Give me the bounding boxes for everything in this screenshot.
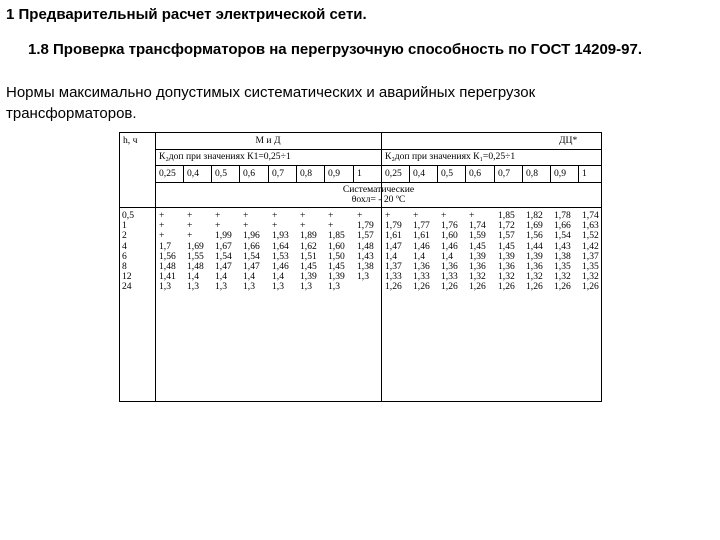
cooling-temperature-label: θохл= - 20 ºС xyxy=(351,194,406,205)
h-value-cell: 24 xyxy=(122,281,132,293)
k2-value-cell: 1,54 xyxy=(554,230,571,242)
k2-value-cell: 1,44 xyxy=(526,240,543,252)
k1-value-cell: 0,25 xyxy=(385,168,402,179)
k2-value-cell xyxy=(357,282,374,292)
k2-value-cell: 1,3 xyxy=(159,281,171,293)
k2-value-cell: 1,38 xyxy=(554,250,571,262)
k2-value-cell: 1,4 xyxy=(215,271,227,283)
k2-value-column xyxy=(243,211,260,293)
k2-value-cell: 1,43 xyxy=(357,250,374,262)
k2-value-cell: + xyxy=(187,210,193,221)
k1-value-cell: 1 xyxy=(582,168,587,179)
k2-value-cell: 1,36 xyxy=(413,261,430,273)
k2-sub-header-dc: К₂доп при значениях К₁=0,25÷1 xyxy=(385,151,516,162)
k2-value-cell: 1,52 xyxy=(582,230,599,242)
k2-value-cell: 1,32 xyxy=(554,271,571,283)
k2-value-cell: 1,4 xyxy=(243,271,255,283)
k2-value-cell: 1,67 xyxy=(215,240,232,252)
k2-value-cell: 1,72 xyxy=(498,220,515,232)
h-value-cell: 1 xyxy=(122,220,127,232)
h-value-cell: 4 xyxy=(122,240,127,252)
k1-value-cell: 0,7 xyxy=(272,168,284,179)
description-paragraph: Нормы максимально допустимых систематических и аварийных перегрузок трансформаторов. xyxy=(6,84,536,122)
k2-value-cell: 1,39 xyxy=(526,250,543,262)
k2-value-cell: + xyxy=(243,210,249,221)
k2-value-cell: 1,69 xyxy=(187,240,204,252)
overload-table xyxy=(119,132,602,402)
k2-value-cell: 1,55 xyxy=(187,250,204,262)
k2-value-cell: + xyxy=(441,210,447,221)
k2-value-column xyxy=(328,211,345,293)
k1-value-cell: 0,9 xyxy=(554,168,566,179)
k2-value-cell: 1,26 xyxy=(554,281,571,293)
k2-value-cell: 1,46 xyxy=(413,240,430,252)
k2-value-cell: + xyxy=(215,210,221,221)
k2-value-cell: 1,77 xyxy=(413,220,430,232)
k2-value-column xyxy=(215,211,232,293)
k2-value-cell: 1,3 xyxy=(328,281,340,293)
k2-value-cell: + xyxy=(159,210,165,221)
k1-value-cell: 0,5 xyxy=(441,168,453,179)
k2-value-cell: 1,46 xyxy=(272,261,289,273)
k2-value-cell: 1,47 xyxy=(243,261,260,273)
k2-value-cell: 1,82 xyxy=(526,210,543,221)
k2-value-cell: 1,7 xyxy=(159,240,171,252)
k2-value-cell: 1,57 xyxy=(357,230,374,242)
k2-value-cell: 1,38 xyxy=(357,261,374,273)
k2-value-cell: 1,35 xyxy=(554,261,571,273)
k2-value-cell: 1,57 xyxy=(498,230,515,242)
k2-value-cell: 1,47 xyxy=(215,261,232,273)
k2-value-column xyxy=(300,211,317,293)
k2-value-cell: + xyxy=(243,220,249,232)
k2-value-cell: 1,48 xyxy=(357,240,374,252)
k2-value-cell: 1,79 xyxy=(357,220,374,232)
k2-value-cell: 1,93 xyxy=(272,230,289,242)
k2-value-cell: + xyxy=(187,220,193,232)
section-label-systematic: Систематические xyxy=(342,184,415,195)
k2-value-cell: 1,26 xyxy=(582,281,599,293)
k2-value-cell: 1,56 xyxy=(526,230,543,242)
k2-value-cell: + xyxy=(413,210,419,221)
k2-value-column xyxy=(554,211,571,293)
k2-value-cell: 1,4 xyxy=(413,250,425,262)
k2-value-cell: 1,32 xyxy=(498,271,515,283)
k1-value-cell: 0,5 xyxy=(215,168,227,179)
k2-value-cell: + xyxy=(328,210,334,221)
k2-value-cell: 1,4 xyxy=(272,271,284,283)
k2-value-cell: 1,66 xyxy=(554,220,571,232)
h-value-cell: 2 xyxy=(122,230,127,242)
k2-value-cell: 1,4 xyxy=(441,250,453,262)
k1-value-cell: 0,8 xyxy=(300,168,312,179)
k2-value-cell: 1,36 xyxy=(441,261,458,273)
k2-value-column xyxy=(159,211,176,293)
k2-value-cell: 1,37 xyxy=(385,261,402,273)
k2-value-cell: 1,26 xyxy=(469,281,486,293)
k2-value-cell: 1,48 xyxy=(187,261,204,273)
subsection-heading: 1.8 Проверка трансформаторов на перегрузочную способность по ГОСТ 14209-97. xyxy=(28,41,642,58)
k2-value-cell: + xyxy=(272,210,278,221)
k1-value-cell: 0,25 xyxy=(159,168,176,179)
k2-value-cell: 1,4 xyxy=(385,250,397,262)
k2-value-cell: 1,45 xyxy=(469,240,486,252)
k2-value-cell: 1,32 xyxy=(526,271,543,283)
k2-value-cell: + xyxy=(159,220,165,232)
h-value-cell: 0,5 xyxy=(122,210,134,221)
k2-value-cell: 1,56 xyxy=(159,250,176,262)
k1-value-cell: 0,9 xyxy=(328,168,340,179)
k2-value-cell: 1,76 xyxy=(441,220,458,232)
k2-value-cell: 1,66 xyxy=(243,240,260,252)
k2-value-cell: 1,50 xyxy=(328,250,345,262)
k2-value-cell: 1,33 xyxy=(385,271,402,283)
section-heading: 1 Предварительный расчет электрической сети. xyxy=(6,6,367,23)
k2-value-cell: + xyxy=(469,210,475,221)
k2-value-cell: 1,43 xyxy=(554,240,571,252)
k2-value-cell: 1,74 xyxy=(469,220,486,232)
k2-value-cell: 1,53 xyxy=(272,250,289,262)
k2-value-cell: 1,60 xyxy=(441,230,458,242)
k1-value-cell: 0,6 xyxy=(469,168,481,179)
group-header-dc: ДЦ* xyxy=(559,135,578,146)
k2-value-cell: 1,54 xyxy=(243,250,260,262)
k2-value-cell: 1,74 xyxy=(582,210,599,221)
k2-value-cell: 1,33 xyxy=(441,271,458,283)
k2-value-cell: 1,3 xyxy=(272,281,284,293)
k2-value-cell: 1,64 xyxy=(272,240,289,252)
k2-value-column xyxy=(385,211,402,293)
k2-value-column xyxy=(272,211,289,293)
k2-value-cell: 1,36 xyxy=(498,261,515,273)
k2-value-cell: 1,69 xyxy=(526,220,543,232)
k2-value-cell: 1,39 xyxy=(328,271,345,283)
k2-value-cell: 1,45 xyxy=(498,240,515,252)
k2-value-cell: 1,63 xyxy=(582,220,599,232)
k2-value-cell: + xyxy=(159,230,165,242)
k1-value-cell: 0,4 xyxy=(187,168,199,179)
k2-value-cell: + xyxy=(328,220,334,232)
k2-value-cell: 1,78 xyxy=(554,210,571,221)
k2-value-column xyxy=(526,211,543,293)
k2-value-cell: 1,42 xyxy=(582,240,599,252)
k2-value-column xyxy=(413,211,430,293)
k2-value-cell: 1,61 xyxy=(385,230,402,242)
k2-value-cell: 1,3 xyxy=(215,281,227,293)
k2-value-cell: 1,3 xyxy=(187,281,199,293)
k2-value-cell: 1,89 xyxy=(300,230,317,242)
k2-value-column xyxy=(582,211,599,293)
k2-value-cell: 1,26 xyxy=(498,281,515,293)
k1-value-cell: 1 xyxy=(357,168,362,179)
k2-value-cell: 1,45 xyxy=(328,261,345,273)
h-values-column xyxy=(122,211,134,293)
k2-value-cell: 1,45 xyxy=(300,261,317,273)
k2-value-cell: + xyxy=(357,210,363,221)
k2-value-cell: 1,32 xyxy=(582,271,599,283)
k2-value-cell: 1,79 xyxy=(385,220,402,232)
k2-value-column xyxy=(187,211,204,293)
k2-value-cell: 1,39 xyxy=(469,250,486,262)
k2-value-cell: 1,4 xyxy=(187,271,199,283)
k2-value-cell: 1,99 xyxy=(215,230,232,242)
k2-value-cell: 1,32 xyxy=(469,271,486,283)
k2-value-cell: 1,37 xyxy=(582,250,599,262)
k1-value-cell: 0,8 xyxy=(526,168,538,179)
corner-header: h, ч xyxy=(123,135,138,146)
k2-value-cell: 1,36 xyxy=(469,261,486,273)
k1-value-cell: 0,4 xyxy=(413,168,425,179)
k2-value-cell: 1,36 xyxy=(526,261,543,273)
k1-value-cell: 0,7 xyxy=(498,168,510,179)
k2-value-cell: 1,62 xyxy=(300,240,317,252)
k2-value-cell: + xyxy=(272,220,278,232)
k2-value-cell: 1,26 xyxy=(441,281,458,293)
k2-value-cell: 1,85 xyxy=(498,210,515,221)
k2-value-cell: 1,3 xyxy=(243,281,255,293)
k2-sub-header-md: К₂доп при значениях К1=0,25÷1 xyxy=(159,151,291,162)
k2-value-cell: 1,47 xyxy=(385,240,402,252)
k2-value-cell: 1,26 xyxy=(526,281,543,293)
k2-value-cell: 1,33 xyxy=(413,271,430,283)
k2-value-column xyxy=(498,211,515,293)
k2-value-cell: 1,3 xyxy=(357,271,369,283)
k2-value-cell: 1,41 xyxy=(159,271,176,283)
k2-value-column xyxy=(441,211,458,293)
k2-value-cell: 1,3 xyxy=(300,281,312,293)
h-value-cell: 8 xyxy=(122,261,127,273)
k2-value-cell: 1,61 xyxy=(413,230,430,242)
group-header-m-d: М и Д xyxy=(255,135,281,146)
k2-value-cell: 1,35 xyxy=(582,261,599,273)
k2-value-cell: 1,54 xyxy=(215,250,232,262)
k2-value-cell: 1,48 xyxy=(159,261,176,273)
k2-value-cell: + xyxy=(215,220,221,232)
k1-value-cell: 0,6 xyxy=(243,168,255,179)
k2-value-cell: 1,46 xyxy=(441,240,458,252)
k2-value-cell: 1,59 xyxy=(469,230,486,242)
k2-value-cell: + xyxy=(300,220,306,232)
k2-value-cell: 1,39 xyxy=(300,271,317,283)
k2-value-column xyxy=(357,211,374,293)
k2-value-cell: + xyxy=(300,210,306,221)
k2-value-cell: 1,39 xyxy=(498,250,515,262)
k2-value-cell: 1,60 xyxy=(328,240,345,252)
k2-value-cell: 1,96 xyxy=(243,230,260,242)
k2-value-column xyxy=(469,211,486,293)
k2-value-cell: 1,51 xyxy=(300,250,317,262)
h-value-cell: 6 xyxy=(122,250,127,262)
k2-value-cell: 1,85 xyxy=(328,230,345,242)
k2-value-cell: + xyxy=(385,210,391,221)
k2-value-cell: 1,26 xyxy=(385,281,402,293)
k2-value-cell: 1,26 xyxy=(413,281,430,293)
k2-value-cell: + xyxy=(187,230,193,242)
h-value-cell: 12 xyxy=(122,271,132,283)
